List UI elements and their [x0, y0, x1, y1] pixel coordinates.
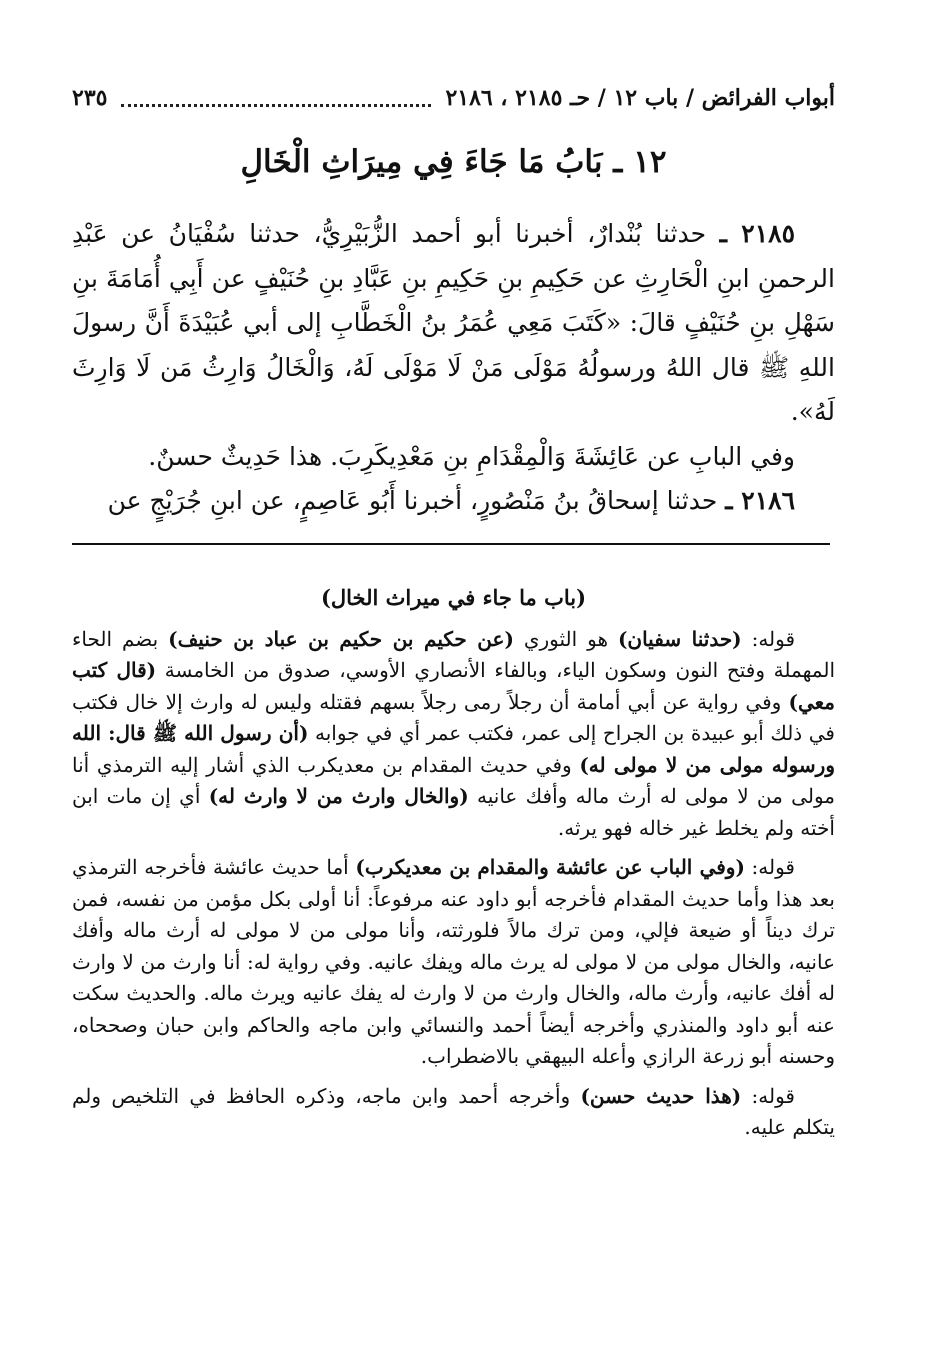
hadith-body: حدثنا بُنْدارٌ، أخبرنا أبو أحمد الزُّبَيْرِيُّ، حدثنا سُفْيَانُ عن عَبْدِ الرحمنِ ابنِ الْحَارِثِ عن حَكِيمِ بنِ حَكِيمِ بنِ عَبَّادِ بنِ حُنَيْفٍ عن أَبِي أُمَامَةَ بنِ سَهْلِ بنِ حُنَيْفٍ قالَ: «كَتَبَ مَعِي عُمَرُ بنُ الْخَطَّابِ إلى أبي عُبَيْدَةَ أَنَّ رسولَ اللهِ ﷺ قال اللهُ ورسولُهُ مَوْلَى مَنْ لَا مَوْلَى لَهُ، وَالْخَالُ وَارِثُ مَن لَا وَارِثَ لَهُ». — [72, 219, 835, 426]
commentary-title: (باب ما جاء في ميراث الخال) — [320, 585, 587, 610]
commentary-lead: قوله: — [741, 1083, 795, 1108]
commentary-paragraph-2 — [72, 852, 835, 1073]
commentary-lead: قوله: — [744, 855, 795, 879]
commentary-text: أما حديث عائشة فأخرجه الترمذي بعد هذا وأما حديث المقدام فأخرجه أبو داود عنه مرفوعاً: أنا أولى بكل مؤمن من نفسه، فمن ترك ديناً أو ضيعة فإلي، ومن ترك مالاً فلورثته، وأنا مولى من لا مولى له أرث ماله وأفك عانيه، والخال مولى من لا مولى له يرث ماله ويفك عانيه. وفي رواية له: أنا وارث من لا وارث له أفك عانيه، وأرث ماله، والخال وارث من لا وارث له يفك عانيه ويرث ماله. والحديث سكت عنه أبو داود والمنذري وأخرجه أيضاً أحمد والنسائي وابن ماجه والحاكم وابن حبان وصححاه، وحسنه أبو زرعة الرازي وأعله البيهقي بالاضطراب. — [72, 855, 835, 1068]
commentary-block — [72, 582, 835, 1152]
hadith-body: حدثنا إسحاقُ بنُ مَنْصُورٍ، أخبرنا أَبُو عَاصِمٍ، عن ابنِ جُرَيْجٍ عن — [107, 486, 718, 515]
commentary-lead: قوله: — [741, 626, 796, 651]
running-header — [72, 78, 835, 118]
quoted-phrase: (هذا حديث حسن) — [580, 1083, 742, 1108]
quoted-phrase: (وفي الباب عن عائشة والمقدام بن معديكرب) — [355, 855, 745, 879]
hadith-number: ٢١٨٦ ـ — [725, 486, 795, 515]
commentary-paragraph-1 — [72, 624, 835, 845]
commentary-paragraph-3 — [72, 1081, 835, 1144]
quoted-phrase: (والخال وارث من لا وارث له) — [208, 784, 469, 808]
page-number: ٢٣٥ — [72, 85, 108, 111]
hadith-number: ٢١٨٥ ـ — [719, 219, 796, 248]
header-title: أبواب الفرائض / باب ١٢ / حـ ٢١٨٥ ، ٢١٨٦ — [445, 85, 835, 111]
commentary-text: هو الثوري — [513, 626, 618, 651]
hadith-text-block — [72, 212, 835, 524]
quoted-phrase: (حدثنا سفيان) — [617, 626, 742, 651]
chapter-title: ١٢ ـ بَابُ مَا جَاءَ فِي مِيرَاثِ الْخَالِ — [240, 144, 667, 180]
commentary-text: وأخرجه أحمد وابن ماجه، وذكره الحافظ في التلخيص ولم يتكلم عليه. — [72, 1083, 835, 1139]
hadith-2185 — [72, 212, 835, 435]
commentary-text: وفي حديث المقدام بن معديكرب الذي أشار إليه الترمذي أنا مولى من لا مولى له أرث ماله وأفك عانيه — [72, 752, 835, 808]
commentary-text: بضم الحاء المهملة وفتح النون وسكون الياء، وبالفاء الأنصاري الأوسي، صدوق من الخامسة — [72, 626, 835, 682]
quoted-phrase: (أن رسول الله ﷺ قال: الله ورسوله مولى من لا مولى له) — [72, 721, 835, 777]
header-dot-leader — [121, 90, 431, 107]
footnote-divider — [72, 543, 830, 545]
quoted-phrase: (قال كتب معي) — [72, 658, 835, 714]
commentary-text: أي إن مات ابن أخته ولم يخلط غير خاله فهو يرثه. — [72, 784, 835, 840]
hadith-2186 — [72, 479, 835, 524]
bab-note: وفي البابِ عن عَائِشَةَ وَالْمِقْدَامِ بنِ مَعْدِيكَرِبَ. هذا حَدِيثٌ حسنٌ. — [148, 441, 795, 471]
commentary-text: وفي رواية عن أبي أمامة أن رجلاً رمى رجلاً بسهم فقتله وليس له وارث إلا خال فكتب في ذلك أبو عبيدة بن الجراح إلى عمر، فكتب عمر أي في جوابه — [72, 689, 835, 745]
quoted-phrase: (عن حكيم بن حكيم بن عباد بن حنيف) — [168, 626, 514, 651]
